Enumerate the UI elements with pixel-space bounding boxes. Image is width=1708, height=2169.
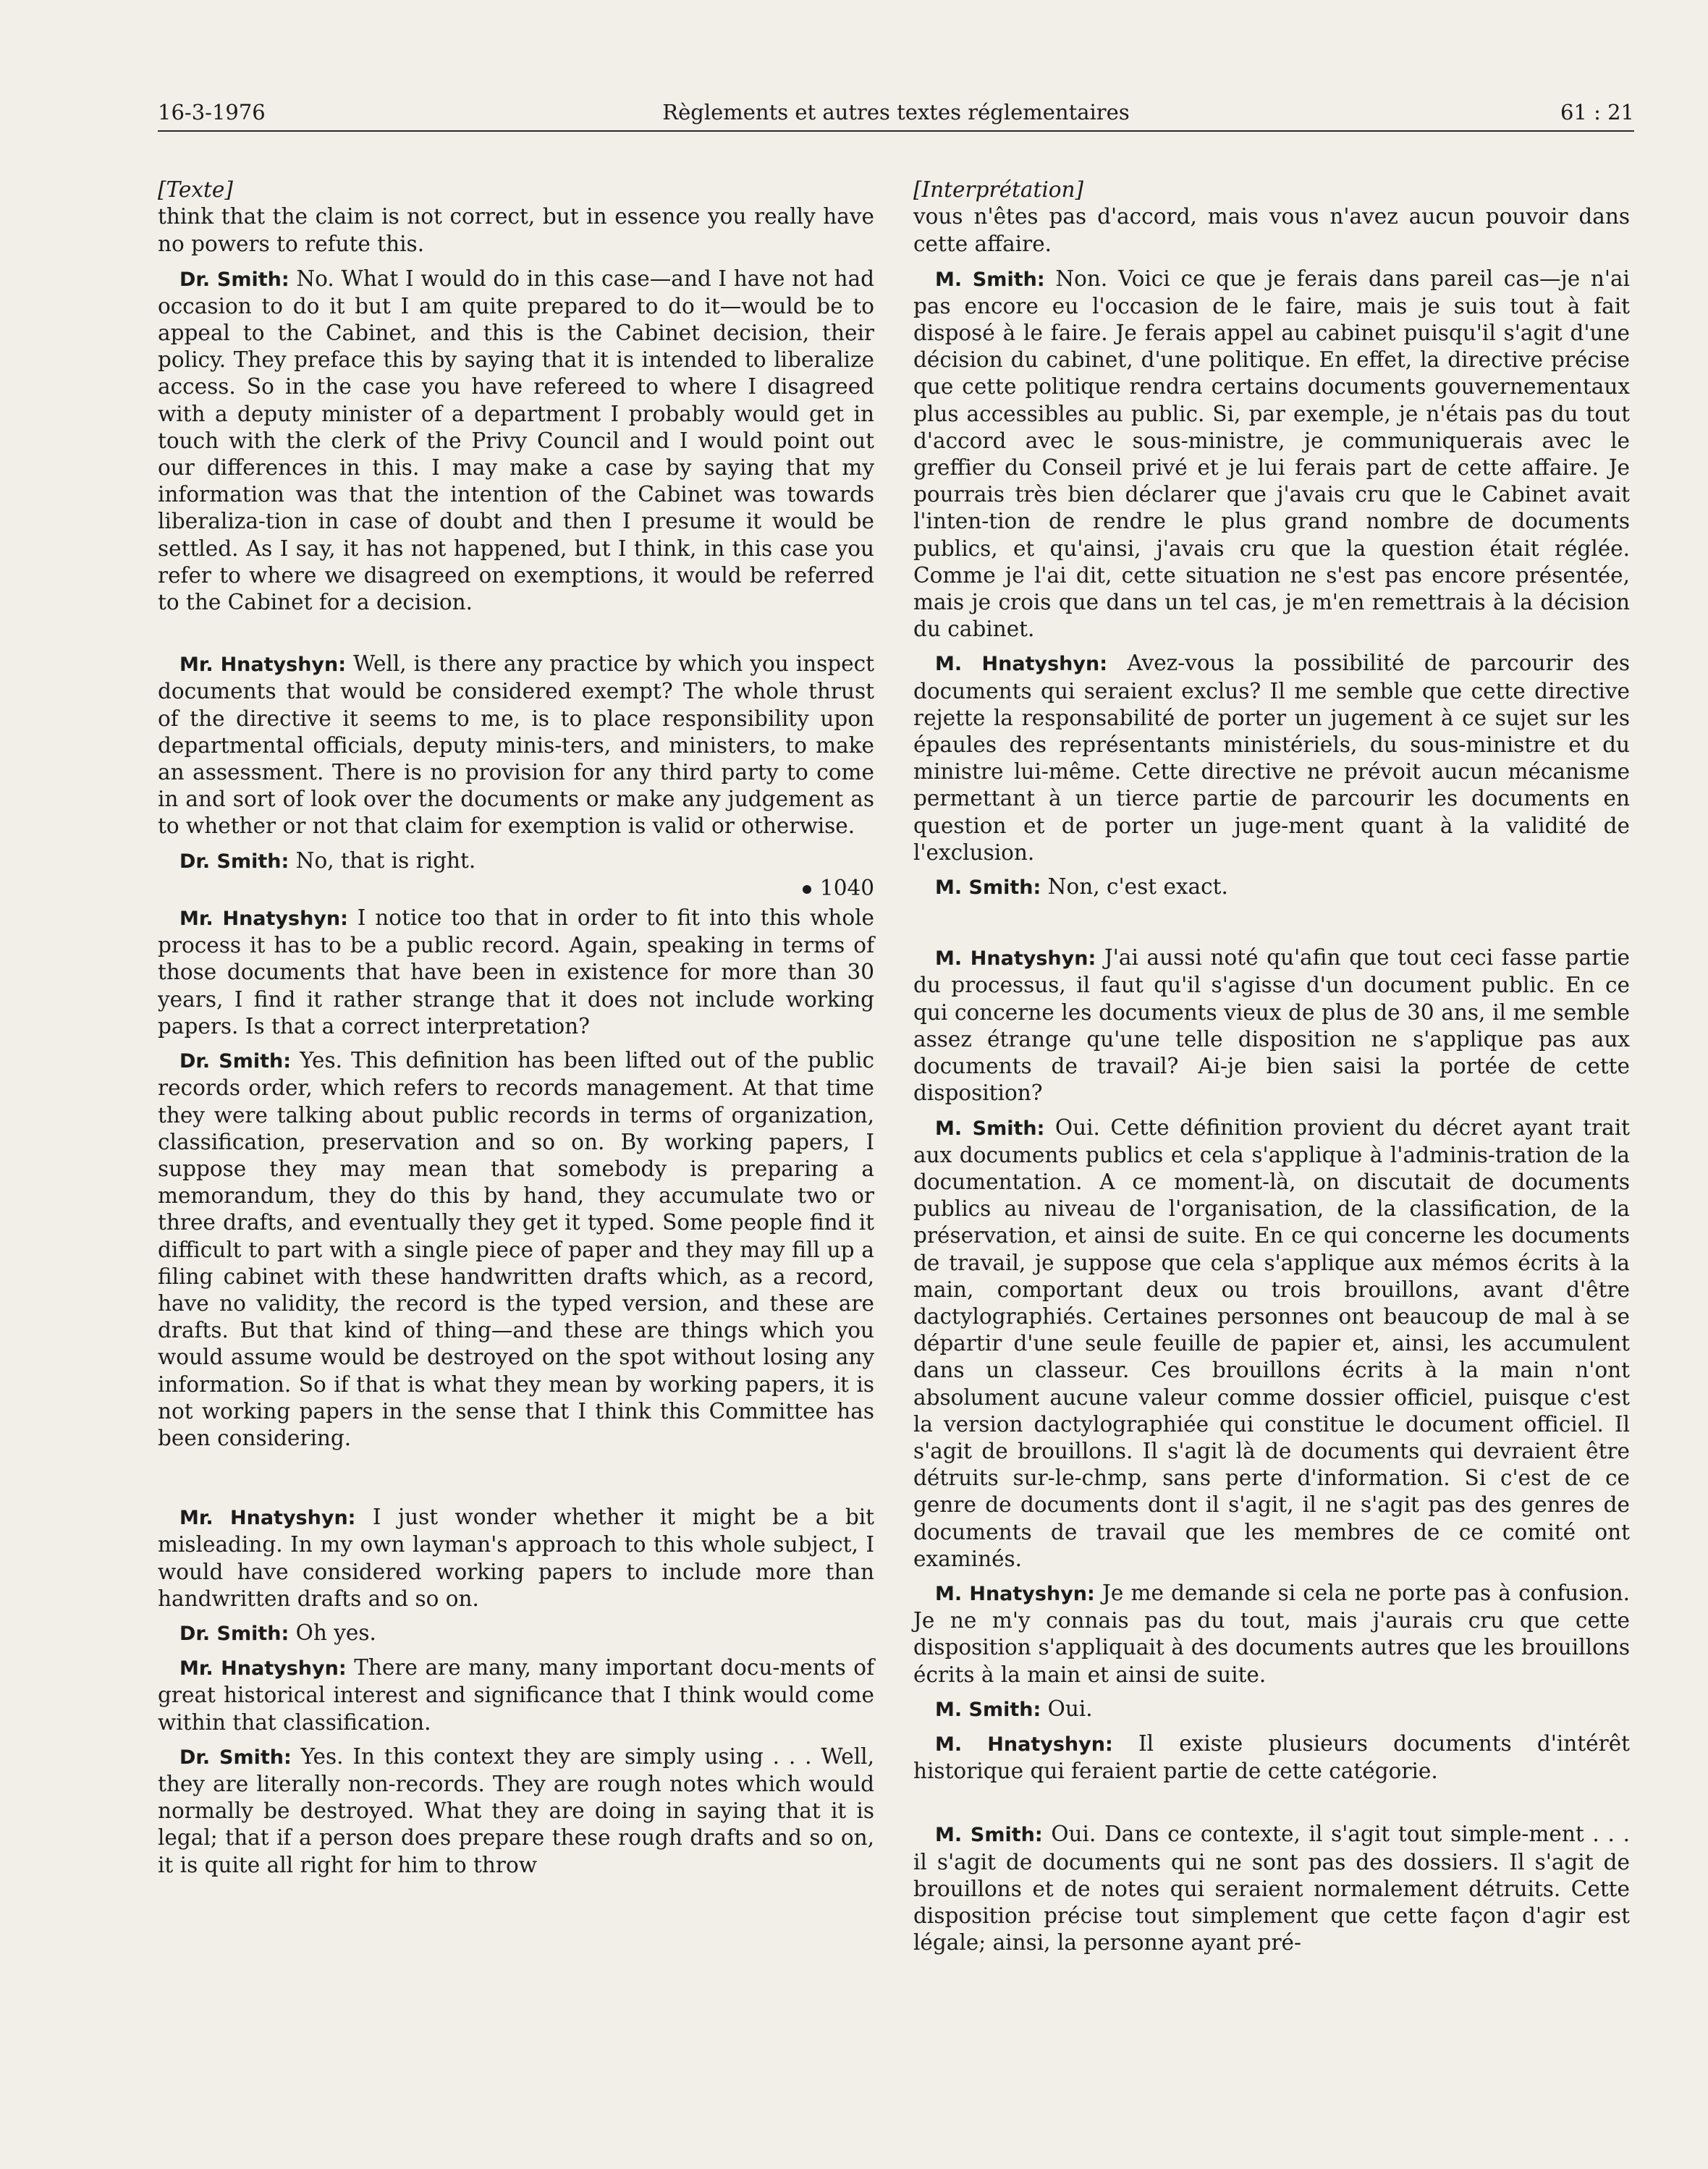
paragraph xyxy=(913,944,1630,1107)
speaker: M. Smith: xyxy=(935,1698,1041,1721)
speaker: Mr. Hnatyshyn: xyxy=(179,654,347,677)
paragraph-text: No. What I would do in this case—and I have not had occasion to do it but I am quite prepared to do it—would be to appeal to the Cabinet, and this is the Cabinet decision, their policy. They preface this by saying that it is intended to liberalize access. So in the case you have refereed to where I disagreed with a deputy minister of a department I probably would get in touch with the clerk of the Privy Council and I would point out our differences in this. I may make a case by saying that my information was that the intention of the Cabinet was towards liberaliza-tion in case of doubt and then I presume it would be settled. As I say, it has not happened, but I think, in this case you refer to where we disagreed on exemptions, it would be referred to the Cabinet for a decision. xyxy=(158,266,875,615)
section-label-interpretation: [Interprétation] xyxy=(913,177,1084,202)
paragraph xyxy=(158,266,874,617)
paragraph xyxy=(158,203,874,258)
paragraph-text: I notice too that in order to fit into this whole process it has to be a public record. Again, speaking in terms of those documents that have been in existence for more than 30 years, I find it rather strange that it does not include working papers. Is that a correct interpretation? xyxy=(158,905,874,1039)
paragraph xyxy=(158,1743,874,1879)
english-column xyxy=(158,177,874,1879)
paragraph xyxy=(913,1821,1630,1956)
speaker: Mr. Hnatyshyn: xyxy=(179,908,348,931)
bullet-icon xyxy=(803,885,811,894)
speaker: Dr. Smith: xyxy=(179,850,289,873)
paragraph-text: vous n'êtes pas d'accord, mais vous n'avez aucun pouvoir dans cette affaire. xyxy=(913,204,1630,257)
speaker: M. Smith: xyxy=(935,1824,1043,1847)
speaker: Dr. Smith: xyxy=(179,1746,292,1769)
speaker: Dr. Smith: xyxy=(179,1050,292,1073)
paragraph-text: Avez-vous la possibilité de parcourir des documents qui seraient exclus? Il me semble que cette directive rejette la responsabilité de porter un jugement à ce sujet sur les épaules des représentants ministériels, du sous-ministre et du ministre lui-même. Cette directive ne prévoit aucun mécanisme permettant à un tierce partie de parcourir les documents en question et de porter un juge-ment quant à la validité de l'exclusion. xyxy=(913,651,1630,865)
paragraph-text: Oui. xyxy=(1041,1696,1093,1721)
paragraph-text: Oui. Dans ce contexte, il s'agit tout simple-ment . . . il s'agit de documents qui ne sont pas des dossiers. Il s'agit de brouillons et de notes qui seraient normalement détruits. Cette disposition précise tout simplement que cette façon d'agir est légale; ainsi, la personne ayant pré- xyxy=(913,1822,1630,1956)
paragraph-text: J'ai aussi noté qu'afin que tout ceci fasse partie du processus, il faut qu'il s'agisse d'un document public. En ce qui concerne les documents vieux de plus de 30 ans, il me semble assez étrange qu'une telle disposition ne s'applique pas aux documents de travail? Ai-je bien saisi la portée de cette disposition? xyxy=(913,945,1631,1106)
speaker: Dr. Smith: xyxy=(179,1622,289,1645)
speaker: M. Smith: xyxy=(935,268,1045,291)
paragraph-text: There are many, many important docu-ments of great historical interest and significance that I think would come within that classification. xyxy=(158,1655,874,1735)
paragraph xyxy=(158,651,874,840)
paragraph xyxy=(913,1696,1630,1723)
paragraph xyxy=(913,874,1630,901)
paragraph-text: think that the claim is not correct, but in essence you really have no powers to refute this. xyxy=(158,204,874,257)
paragraph-text: No, that is right. xyxy=(289,847,476,873)
section-label-texte: [Texte] xyxy=(158,177,233,202)
paragraph-text: Non, c'est exact. xyxy=(1041,874,1228,900)
paragraph xyxy=(913,650,1630,866)
section-label-text: Interprétation xyxy=(921,177,1075,202)
paragraph xyxy=(158,1504,874,1612)
french-column xyxy=(913,177,1630,1956)
page-header xyxy=(158,100,1634,129)
speaker: M. Smith: xyxy=(935,876,1041,900)
paragraph-text: Well, is there any practice by which you inspect documents that would be considered exempt? The whole thrust of the directive it seems to me, is to place responsibility upon departmental officials, deputy minis-ters, and ministers, to make an assessment. There is no provision for any third party to come in and sort of look over the documents or make any judgement as to whether or not that claim for exemption is valid or otherwise. xyxy=(158,651,874,839)
paragraph xyxy=(158,1654,874,1736)
header-page-number: 61 : 21 xyxy=(1560,100,1634,124)
header-rule xyxy=(158,130,1634,132)
header-title: Règlements et autres textes réglementaires xyxy=(662,100,1130,124)
paragraph-text: Il existe plusieurs documents d'intérêt historique qui feraient partie de cette catégorie. xyxy=(913,1730,1631,1784)
speaker: M. Hnatyshyn: xyxy=(935,947,1096,971)
paragraph xyxy=(913,203,1630,258)
paragraph-text: Non. Voici ce que je ferais dans pareil cas—je n'ai pas encore eu l'occasion de le faire, mais je suis tout à fait disposé à le faire. Je ferais appel au cabinet puisqu'il s'agit d'une décision du cabinet, d'une politique. En effet, la directive précise que cette politique rendra certains documents gouvernementaux plus accessibles au public. Si, par exemple, je n'étais pas du tout d'accord avec le sous-ministre, je communiquerais avec le greffier du Conseil privé et je lui ferais part de cette affaire. Je pourrais très bien déclarer que j'avais cru que le Cabinet avait l'inten-tion de rendre le plus grand nombre de documents publics, et qu'ainsi, j'avais cru que la question était réglée. Comme je l'ai dit, cette situation ne s'est pas encore présentée, mais je crois que dans un tel cas, je m'en remettrais à la décision du cabinet. xyxy=(913,266,1630,642)
paragraph xyxy=(913,266,1630,643)
paragraph-text: Yes. This definition has been lifted out of the public records order, which refers to records management. At that time they were talking about public records in terms of organization, classification, preservation and so on. By working papers, I suppose they may mean that somebody is preparing a memorandum, they do this by hand, they accumulate two or three drafts, and eventually they get it typed. Some people find it difficult to part with a single piece of paper and they may fill up a filing cabinet with these handwritten drafts which, as a record, have no validity, the record is the typed version, and these are drafts. But that kind of thing—and these are things which you would assume would be destroyed on the spot without losing any information. So if that is what they mean by working papers, it is not working papers in the sense that I think this Committee has been considering. xyxy=(158,1048,875,1450)
paragraph xyxy=(158,1620,874,1647)
paragraph-text: I just wonder whether it might be a bit misleading. In my own layman's approach to this whole subject, I would have considered working papers to include more than handwritten drafts and so on. xyxy=(158,1505,874,1611)
speaker: Dr. Smith: xyxy=(179,268,289,291)
paragraph-text: Je me demande si cela ne porte pas à confusion. Je ne m'y connais pas du tout, mais j'aurais cru que cette disposition s'appliquait à des documents autres que les brouillons écrits à la main et ainsi de suite. xyxy=(913,1580,1630,1687)
speaker: M. Hnatyshyn: xyxy=(935,1733,1113,1756)
time-marker-value: 1040 xyxy=(819,875,874,900)
paragraph-text: Oui. Cette définition provient du décret ayant trait aux documents publics et cela s'applique à l'adminis-tration de la documentation. A ce moment-là, on discutait de documents publics au niveau de l'organisation, de la classification, de la préservation, et ainsi de suite. En ce qui concerne les documents de travail, je suppose que cela s'applique aux mémos écrits à la main, comportant deux ou trois brouillons, avant d'être dactylographiés. Certaines personnes ont beaucoup de mal à se départir d'une seule feuille de papier et, ainsi, les accumulent dans un classeur. Ces brouillons écrits à la main n'ont absolument aucune valeur comme dossier officiel, puisque c'est la version dactylographiée qui constitue le document officiel. Il s'agit de brouillons. Il s'agit là de documents qui devraient être détruits sur-le-chmp, sans perte d'information. Si c'est de ce genre de documents dont il s'agit, il ne s'agit pas des genres de documents de travail que les membres de ce comité ont examinés. xyxy=(913,1115,1630,1571)
time-marker xyxy=(158,875,874,902)
header-date: 16-3-1976 xyxy=(158,100,266,124)
speaker: M. Smith: xyxy=(935,1117,1045,1140)
paragraph-text: Oh yes. xyxy=(289,1620,376,1645)
paragraph xyxy=(913,1115,1630,1573)
speaker: Mr. Hnatyshyn: xyxy=(179,1657,347,1680)
section-label-text: Texte xyxy=(166,177,225,202)
paragraph xyxy=(158,1047,874,1452)
paragraph xyxy=(158,905,874,1040)
paragraph xyxy=(158,847,874,875)
speaker: M. Hnatyshyn: xyxy=(935,1582,1095,1605)
speaker: Mr. Hnatyshyn: xyxy=(179,1507,356,1530)
paragraph xyxy=(913,1580,1630,1688)
speaker: M. Hnatyshyn: xyxy=(935,653,1108,676)
paragraph xyxy=(913,1730,1630,1785)
paragraph-text: Yes. In this context they are simply using . . . Well, they are literally non-records. They are rough notes which would normally be destroyed. What they are doing in saying that it is legal; that if a person does prepare these rough drafts and so on, it is quite all right for him to throw xyxy=(158,1743,874,1877)
